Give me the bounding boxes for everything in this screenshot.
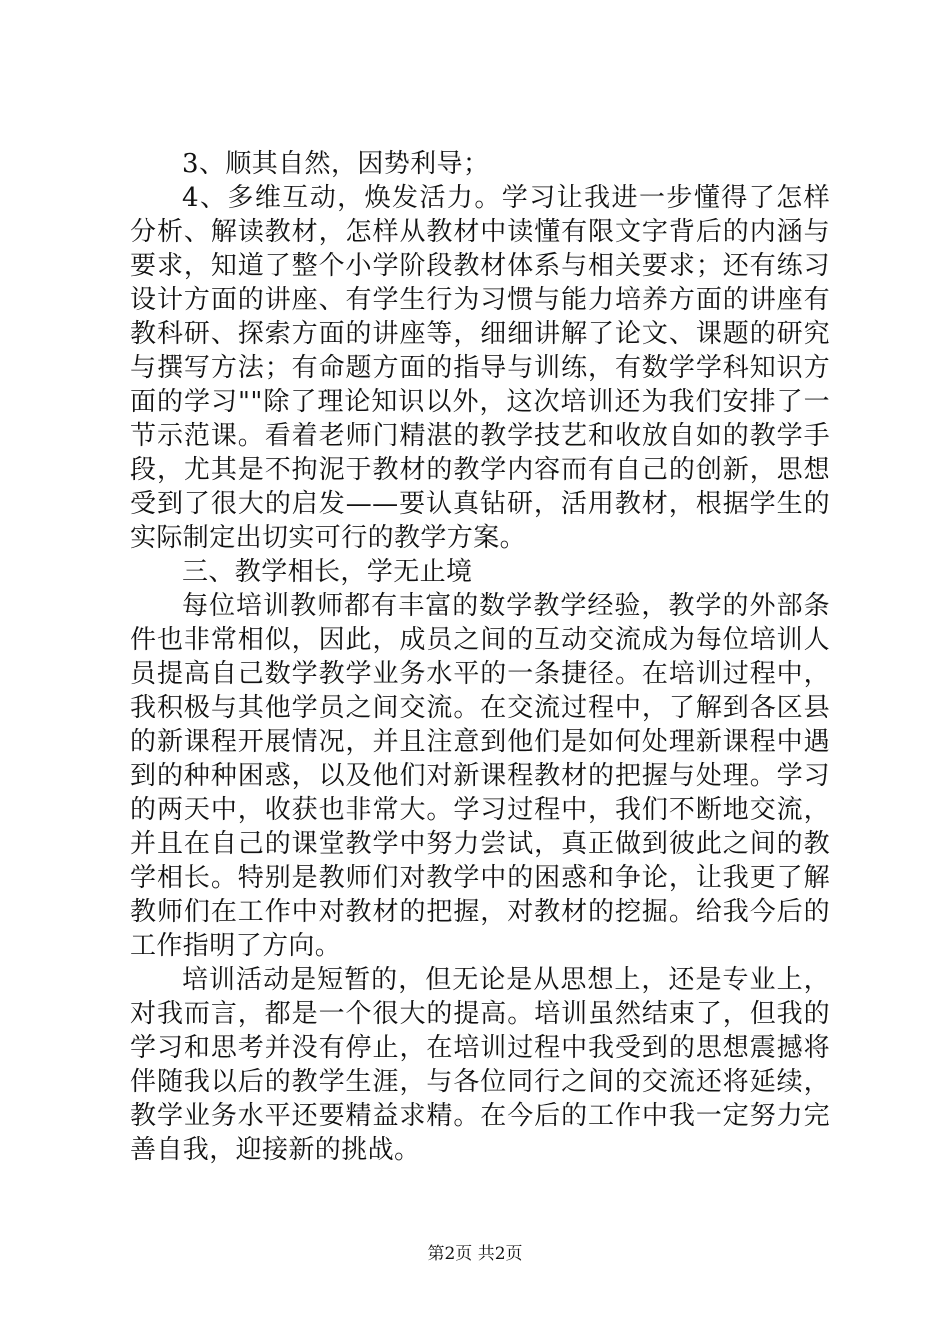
paragraph-guideline-3: 3、顺其自然，因势利导；: [182, 149, 490, 179]
page-footer: 第2页 共2页: [427, 1244, 523, 1264]
paragraph-conclusion: 培训活动是短暂的，但无论是从思想上，还是专业上，对我而言，都是一个很大的提高。培训虽然结束了，但我的学习和思考并没有停止，在培训过程中我受到的思想震撼将伴随我以后的教学生涯，与各位同行之间的交流还将延续，教学业务水平还要精益求精。在今后的工作中我一定努力完善自我，迎接新的挑战。: [130, 965, 830, 1165]
paragraph-guideline-4: 4、多维互动，焕发活力。学习让我进一步懂得了怎样分析、解读教材，怎样从教材中读懂有限文字背后的内涵与要求，知道了整个小学阶段教材体系与相关要求；还有练习设计方面的讲座、有学生行为习惯与能力培养方面的讲座有教科研、探索方面的讲座等，细细讲解了论文、课题的研究与撰写方法；有命题方面的指导与训练，有数学学科知识方面的学习""除了理论知识以外，这次培训还为我们安排了一节示范课。看着老师门精湛的教学技艺和收放自如的教学手段，尤其是不拘泥于教材的教学内容而有自己的创新，思想受到了很大的启发——要认真钻研，活用教材，根据学生的实际制定出切实可行的教学方案。: [130, 183, 830, 553]
section-heading-three: 三、教学相长，学无止境: [182, 557, 473, 587]
paragraph-exchange: 每位培训教师都有丰富的数学教学经验，教学的外部条件也非常相似，因此，成员之间的互动交流成为每位培训人员提高自己数学教学业务水平的一条捷径。在培训过程中，我积极与其他学员之间交流。在交流过程中，了解到各区县的新课程开展情况，并且注意到他们是如何处理新课程中遇到的种种困惑，以及他们对新课程教材的把握与处理。学习的两天中，收获也非常大。学习过程中，我们不断地交流，并且在自己的课堂教学中努力尝试，真正做到彼此之间的教学相长。特别是教师们对教学中的困惑和争论，让我更了解教师们在工作中对教材的把握，对教材的挖掘。给我今后的工作指明了方向。: [130, 591, 830, 961]
document-body: [130, 147, 830, 1167]
